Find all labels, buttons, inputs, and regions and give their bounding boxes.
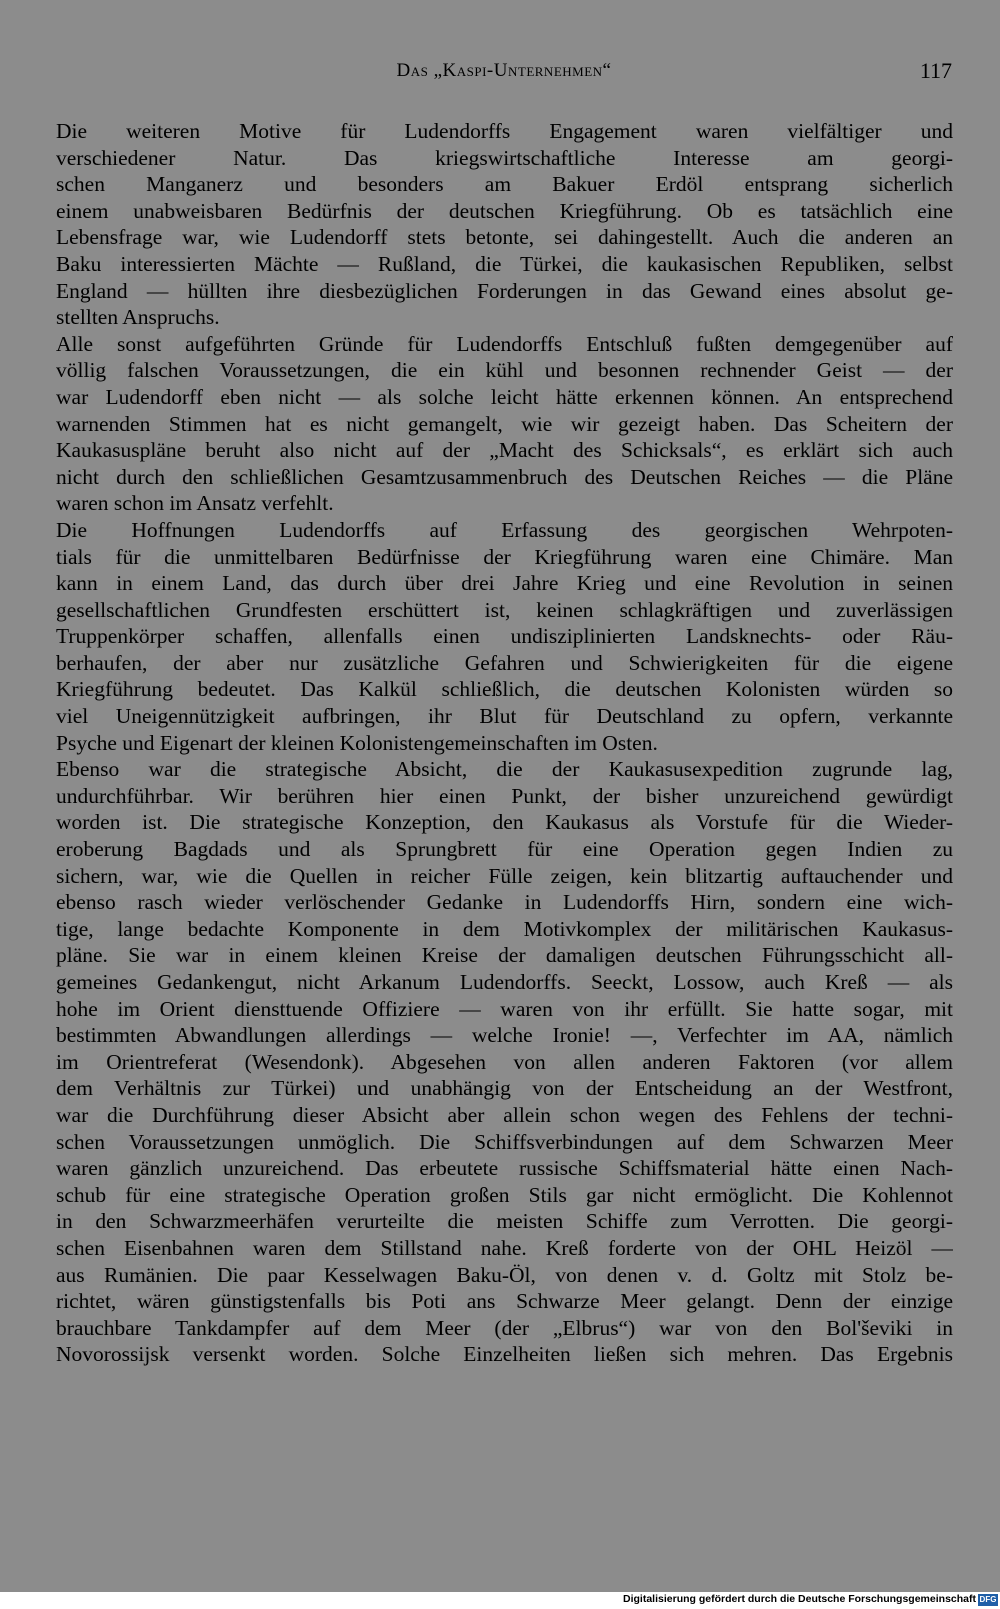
text-line: hohe im Orient diensttuende Offiziere — waren von ihr erfüllt. Sie hatte sogar, mit [56,996,953,1021]
page-header [56,58,952,92]
text-line: war Ludendorff eben nicht — als solche leicht hätte erkennen können. An entsprechend [56,384,953,409]
text-line: worden ist. Die strategische Konzeption, den Kaukasus als Vorstufe für die Wieder- [56,810,953,835]
text-line: in den Schwarzmeerhäfen verurteilte die meisten Schiffe zum Verrotten. Die georgi- [56,1209,953,1234]
text-line: pläne. Sie war in einem kleinen Kreise der damaligen deutschen Führungsschicht all- [56,943,953,968]
text-line: nicht durch den schließlichen Gesamtzusammenbruch des Deutschen Reiches — die Pläne [56,464,953,489]
footer [0,1592,1000,1609]
text-line: Baku interessierten Mächte — Rußland, die Türkei, die kaukasischen Republiken, selbst [56,251,953,276]
text-line: Psyche und Eigenart der kleinen Kolonistengemeinschaften im Osten. [56,730,658,755]
text-line: sichern, war, wie die Quellen in reicher Fülle zeigen, kein blitzartig auftauchender und [56,863,953,888]
page-number: 117 [919,58,952,83]
text-line: Die weiteren Motive für Ludendorffs Engagement waren vielfältiger und [56,119,953,143]
text-line: warnenden Stimmen hat es nicht gemangelt, wie wir gezeigt haben. Das Scheitern der [56,411,953,436]
text-line: Novorossijsk versenkt worden. Solche Einzelheiten ließen sich mehren. Das Ergebnis [56,1342,953,1367]
text-line: tige, lange bedachte Komponente in dem Motivkomplex der militärischen Kaukasus- [56,916,953,941]
text-line: viel Uneigennützigkeit aufbringen, ihr Blut für Deutschland zu opfern, verkannte [56,704,953,729]
text-line: einem unabweisbaren Bedürfnis der deutschen Kriegführung. Ob es tatsächlich eine [56,198,953,223]
text-line: tials für die unmittelbaren Bedürfnisse der Kriegführung waren eine Chimäre. Man [56,544,953,569]
text-line: Die Hoffnungen Ludendorffs auf Erfassung des georgischen Wehrpoten- [56,517,953,542]
text-line: richtet, wären günstigstenfalls bis Poti ans Schwarze Meer gelangt. Denn der einzige [56,1289,953,1314]
text-line: Kriegführung bedeutet. Das Kalkül schließlich, die deutschen Kolonisten würden so [56,677,953,702]
text-line: bestimmten Abwandlungen allerdings — welche Ironie! —, Verfechter im AA, nämlich [56,1023,953,1048]
text-line: gemeines Gedankengut, nicht Arkanum Ludendorffs. Seeckt, Lossow, auch Kreß — als [56,970,953,994]
text-line: schen Eisenbahnen waren dem Stillstand nahe. Kreß forderte von der OHL Heizöl — [56,1235,953,1260]
text-line: schen Voraussetzungen unmöglich. Die Schiffsverbindungen auf dem Schwarzen Meer [56,1129,953,1154]
text-line: schen Manganerz und besonders am Bakuer Erdöl entsprang sicherlich [56,172,953,197]
text-line: Kaukasuspläne beruht also nicht auf der „Macht des Schicksals“, es erklärt sich auch [56,438,953,463]
text-line: kann in einem Land, das durch über drei Jahre Krieg und eine Revolution in seinen [56,571,953,596]
text-line: verschiedener Natur. Das kriegswirtschaftliche Interesse am georgi- [56,145,953,170]
text-line: brauchbare Tankdampfer auf dem Meer (der „Elbrus“) war von den Bol'ševiki in [56,1315,953,1340]
dfg-logo: DFG [979,1595,997,1604]
text-line: aus Rumänien. Die paar Kesselwagen Baku-Öl, von denen v. d. Goltz mit Stolz be- [56,1262,953,1287]
text-line: völlig falschen Voraussetzungen, die ein kühl und besonnen rechnender Geist — der [56,358,953,383]
text-line: undurchführbar. Wir berühren hier einen Punkt, der bisher unzureichend gewürdigt [56,783,953,808]
running-title: Das „Kaspi-Unternehmen“ [396,60,612,81]
text-line: Truppenkörper schaffen, allenfalls einen undisziplinierten Landsknechts- oder Räu- [56,624,953,649]
text-line: stellten Anspruchs. [56,305,220,330]
text-line: war die Durchführung dieser Absicht aber allein schon wegen des Fehlens der techni- [56,1102,953,1127]
text-line: ebenso rasch wieder verlöschender Gedanke in Ludendorffs Hirn, sondern eine wich- [56,890,953,915]
text-line: Alle sonst aufgeführten Gründe für Ludendorffs Entschluß fußten demgegenüber auf [56,331,953,356]
text-line: England — hüllten ihre diesbezüglichen Forderungen in das Gewand eines absolut ge- [56,278,953,303]
text-line: gesellschaftlichen Grundfesten erschüttert ist, keinen schlagkräftigen und zuverlässigen [56,597,953,622]
text-line: Ebenso war die strategische Absicht, die der Kaukasusexpedition zugrunde lag, [56,757,953,782]
text-line: im Orientreferat (Wesendonk). Abgesehen von allen anderen Faktoren (vor allem [56,1049,953,1074]
text-line: eroberung Bagdads und als Sprungbrett für eine Operation gegen Indien zu [56,837,953,862]
body-text [56,118,953,1368]
text-line: Lebensfrage war, wie Ludendorff stets betonte, sei dahingestellt. Auch die anderen an [56,225,953,250]
text-line: berhaufen, der aber nur zusätzliche Gefahren und Schwierigkeiten für die eigene [56,650,953,675]
digitization-credit: Digitalisierung gefördert durch die Deutsche Forschungsgemeinschaft [623,1593,976,1605]
text-line: waren schon im Ansatz verfehlt. [56,491,334,516]
text-line: dem Verhältnis zur Türkei) und unabhängig von der Entscheidung an der Westfront, [56,1076,953,1101]
text-line: schub für eine strategische Operation großen Stils gar nicht ermöglicht. Die Kohlennot [56,1182,953,1207]
text-line: waren gänzlich unzureichend. Das erbeutete russische Schiffsmaterial hätte einen Nach- [56,1156,953,1181]
